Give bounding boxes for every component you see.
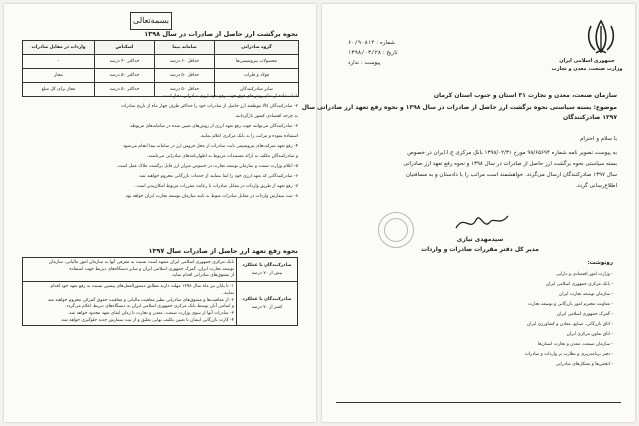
table-cell: مجاز برای کل مبلغ — [23, 83, 95, 97]
table-cell: حداکثر ۵۰ درصد — [95, 69, 155, 83]
category-threshold: بیش از ۷۰ درصد — [251, 271, 283, 277]
cc-item: - اتاق تعاون مرکزی ایران — [566, 332, 613, 337]
column-header: اسکناس — [95, 41, 155, 55]
category-label: صادرکنندگان با عملکرد — [242, 263, 292, 269]
rule-line: نمایند. — [222, 290, 234, 296]
letter-attachment — [348, 60, 380, 67]
rule-text-cell — [23, 282, 237, 326]
policy-note: ۷- رفع تعهد از طریق واردات در مقابل صادرات با رعایت مقررات مربوط امکان‌پذیر است. — [135, 184, 298, 189]
rule-line: ۱- تا پایان تیر ماه سال ۱۳۹۸ مهلت دارند مطابق دستورالعمل‌های پیشین نسبت به رفع تعهد خود اقدام — [50, 284, 234, 290]
policy-note: ۶- صادرکنندگانی که تعهد ارزی خود را ایفا ننمایند از خدمات بازرگانی محروم خواهند شد. — [138, 174, 298, 179]
table-header-row — [23, 41, 299, 55]
table-cell: فولاد و فلزات — [215, 69, 299, 83]
cc-label: رونوشت: — [587, 260, 613, 266]
cc-item: - دفتر برنامه‌ریزی و نظارت بر واردات و صادرات — [524, 352, 613, 357]
cc-item: - معاونت محترم امور بازرگانی و توسعه تجارت — [528, 302, 613, 307]
table-cell: حداکثر ۵۰ درصد — [95, 83, 155, 97]
table-cell: - — [23, 55, 95, 69]
column-header: واردات در مقابل صادرات — [23, 41, 95, 55]
signer-title: مدیر کل دفتر مقررات صادرات و واردات — [421, 246, 539, 253]
table-cell: حداقل ۵۰ درصد — [155, 69, 215, 83]
cc-item: - انجمن‌ها و تشکل‌های صادراتی — [555, 362, 613, 367]
cc-item: - سازمان صنعت، معدن و تجارت استان‌ها — [537, 342, 613, 347]
meta-label: شماره : — [376, 40, 395, 46]
meta-value: ندارد — [348, 60, 360, 66]
column-header: گروه صادراتی — [215, 41, 299, 55]
meta-label: پیوست : — [360, 60, 381, 66]
rule-line: ۲- از معافیت‌ها و مشوق‌های صادراتی نظیر معافیت مالیاتی و معافیت حقوق گمرکی محروم خواهند شد — [47, 297, 234, 303]
table-row — [23, 55, 299, 69]
category-label: صادرکنندگان با عملکرد — [242, 297, 292, 303]
official-stamp — [378, 212, 414, 248]
government-name: جمهوری اسلامی ایران — [559, 58, 615, 64]
cc-item: - وزارت امور اقتصادی و دارایی — [556, 272, 613, 277]
table-cell: سایر صادرکنندگان — [215, 83, 299, 97]
table-cell: حداقل ۵۰ درصد — [155, 83, 215, 97]
table-row — [23, 282, 298, 326]
signature-mark — [454, 210, 510, 234]
letter-number — [348, 40, 395, 47]
policy-note: ۴- رفع تعهد شرکت‌های پتروشیمی بابت صادرات از محل فروش ارز در سامانه نیما انجام می‌شود — [123, 144, 298, 149]
table-row — [23, 258, 298, 282]
policy-note: به چرخه اقتصادی کشور بازگردانند. — [234, 114, 298, 119]
ministry-name: وزارت صنعت، معدن و تجارت — [551, 66, 623, 72]
table-row — [23, 69, 299, 83]
body-line: بسته سیاستی نحوه برگشت ارز حاصل از صادرات در سال ۱۳۹۸ و نحوه رفع تعهد ارز صادراتی — [403, 161, 617, 167]
cc-item: - سازمان توسعه تجارت ایران — [559, 292, 613, 297]
cc-item: - اتاق بازرگانی، صنایع، معادن و کشاورزی ایران — [527, 322, 613, 327]
policy-note: ۵- اعلام وزارت صمت و سازمان توسعه تجارت در خصوص میزان ارز قابل برگشت ملاک عمل است. — [116, 164, 298, 169]
signer-name: سید‌مهدی نیازی — [456, 236, 504, 243]
footer-divider — [336, 402, 621, 403]
body-line: سال ۱۳۹۷ صادرکنندگان ارسال می‌گردد. خواهشمند است مراتب را با دادستان و به مسافتیان — [405, 172, 617, 178]
rule-line: از مشوق‌های صادراتی اقدام نماید. — [171, 273, 234, 279]
meta-label: تاریخ : — [382, 50, 398, 56]
meta-value: ۶۰/۹۰۸۱۴ — [348, 40, 375, 46]
policy-note: استفاده نموده و مراتب را به بانک مرکزی اعلام نمایند. — [199, 134, 298, 139]
category-cell — [237, 282, 298, 326]
policy-attachment-sheet — [4, 4, 316, 422]
policy-note: ۳- صادرکنندگان می‌توانند جهت رفع تعهد ارزی از روش‌های تعیین شده در سامانه‌های مربوطه — [130, 124, 298, 129]
subject-line: ۱۳۹۷ صادرکنندگان — [562, 114, 617, 121]
category-cell — [237, 258, 298, 282]
rule-line: توسعه تجارت ایران، گمرک جمهوری اسلامی ایران و سایر دستگاه‌های ذیربط جهت استفاده — [69, 266, 234, 272]
policy-note: ۸- ثبت سفارش واردات در مقابل صادرات منوط به تایید سازمان توسعه تجارت ایران خواهد بود. — [124, 194, 298, 199]
table-cell: حداقل ۶۰ درصد — [155, 55, 215, 69]
letter-date — [348, 50, 397, 57]
export-return-table — [22, 40, 299, 97]
rule-text-cell — [23, 258, 237, 282]
commitment-table-title: نحوه رفع تعهد ارز حاصل از صادرات سال ۱۳۹۷ — [148, 247, 298, 255]
commitment-rules-table — [22, 257, 298, 326]
rule-line: و اسامی آنان توسط بانک مرکزی جمهوری اسلامی ایران به دستگاه‌های ذیربط اعلام می‌گردد. — [65, 304, 234, 310]
export-return-table-title: نحوه برگشت ارز حاصل از صادرات در سال ۱۳۹۸ — [144, 30, 298, 38]
cc-item: - گمرک جمهوری اسلامی ایران — [556, 312, 613, 317]
category-threshold: کمتر از ۷۰ درصد — [251, 305, 283, 311]
table-cell: حداکثر ۴۰ درصد — [95, 55, 155, 69]
policy-note: ۲- صادرکنندگان کالا موظفند ارز حاصل از صادرات خود را حداکثر ظرف چهار ماه از تاریخ صادرات — [121, 104, 298, 109]
column-header: سامانه نیما — [155, 41, 215, 55]
policy-note: ۱- استفاده از تمام روش‌های فوق جهت رفع تعهد ارزی صادراتی مجاز است. — [160, 94, 298, 99]
table-cell: محصولات پتروشیمی‌ها — [215, 55, 299, 69]
cc-item: - بانک مرکزی جمهوری اسلامی ایران — [546, 282, 613, 287]
table-cell: مجاز — [23, 69, 95, 83]
greeting: با سلام و احترام — [580, 136, 617, 142]
body-line: به پیوست تصویر نامه شماره ۹۸/۶۵۶۹۴ مورخ ۱۳۹۸/۰۲/۳۱ بانک مرکزی ج.ا.ایران در خصوص — [407, 150, 617, 156]
rule-line: بانک مرکزی جمهوری اسلامی ایران متعهد است نسبت به معرفی آنها به سازمان امور مالیاتی، سازمان — [48, 260, 234, 265]
document-heading-stamp: بسمه‌تعالی — [130, 12, 172, 30]
cover-letter-sheet — [301, 4, 635, 422]
iran-emblem-icon — [583, 18, 619, 56]
rule-line: ۳- صادرات آنها از سوی وزارت صنعت، معدن و تجارت تا زمان ایفای تعهد محدود خواهد شد. — [67, 311, 234, 317]
rule-line: ۴- کارت بازرگانی ایشان تا تعیین تکلیف نهایی تعلیق و از ثبت سفارش جدید جلوگیری خواهد شد. — [60, 317, 234, 323]
policy-note: و صادرکنندگان مکلف به ارائه مستندات مربوط به اظهارنامه‌های صادراتی می‌باشند. — [147, 154, 298, 159]
subject-line: موضوع: بسته سیاستی نحوه برگشت ارز حاصل از صادرات در سال ۱۳۹۸ و نحوه رفع تعهد ارز صادراتی سال — [301, 104, 617, 111]
body-line: اطلاع‌رسانی گردد. — [575, 183, 617, 189]
meta-value: ۱۳۹۸/۰۳/۲۸ — [348, 50, 382, 56]
recipient-line: سازمان صنعت، معدن و تجارت ۳۱ استان و جنوب استان کرمان — [433, 92, 617, 99]
